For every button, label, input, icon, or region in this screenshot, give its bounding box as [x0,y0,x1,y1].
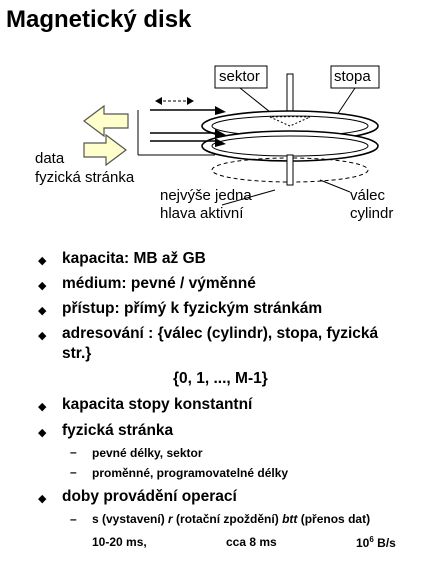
bullet-adresovani: adresování : {válec (cylindr), stopa, fyzická [62,325,379,342]
time-btt-base: 10 [356,536,370,550]
label-data: data [35,150,65,167]
bullet-doby: doby provádění operací [62,488,237,505]
label-sektor: sektor [219,68,260,85]
bullet-pristup: přístup: přímý k fyzickým stránkám [62,300,323,317]
bullet-adresovani-cont: str.} [62,345,92,362]
address-set: {0, 1, ..., M-1} [173,370,268,387]
bullet-icon: ◆ [38,255,47,267]
time-btt [356,535,396,550]
label-cylindr: cylindr [350,205,394,222]
sub-promenne: proměnné, programovatelné délky [92,466,289,480]
sub-doby-prenos: (přenos dat) [297,512,371,526]
sub-doby [92,512,370,526]
data-arrow-left [84,106,128,136]
bullet-medium: médium: pevné / výměnné [62,275,256,292]
spindle-bottom [287,155,293,185]
bullet-icon: ◆ [38,330,47,342]
label-stopa: stopa [334,68,371,85]
bullet-kapacita-stopy: kapacita stopy konstantní [62,396,253,413]
dash-icon: – [70,512,77,526]
page-title: Magnetický disk [6,6,192,33]
disk-diagram [0,0,437,240]
sub-pevne: pevné délky, sektor [92,446,203,460]
bullet-icon: ◆ [38,427,47,439]
bullet-fyzicka: fyzická stránka [62,422,174,439]
data-arrow-right [84,135,126,165]
head-1 [215,106,226,115]
time-btt-unit: B/s [373,536,396,550]
bullet-icon: ◆ [38,493,47,505]
label-hlava: hlava aktivní [160,205,244,222]
time-r: cca 8 ms [226,535,277,549]
sub-doby-rot: (rotační zpoždění) [172,512,283,526]
label-valec: válec [350,187,386,204]
bullet-icon: ◆ [38,305,47,317]
time-s: 10-20 ms, [92,535,147,549]
label-nejvyse: nejvýše jedna [160,187,252,204]
sub-doby-s: s (vystavení) [92,512,169,526]
sub-doby-r: r [168,512,173,526]
dash-icon: – [70,465,77,479]
time-btt-exp: 6 [369,535,374,544]
label-fyzicka-stranka: fyzická stránka [35,169,135,186]
dash-icon: – [70,445,77,459]
bullet-icon: ◆ [38,401,47,413]
bullet-icon: ◆ [38,280,47,292]
sub-doby-btt: btt [282,512,298,526]
bullet-kapacita: kapacita: MB až GB [62,250,206,267]
